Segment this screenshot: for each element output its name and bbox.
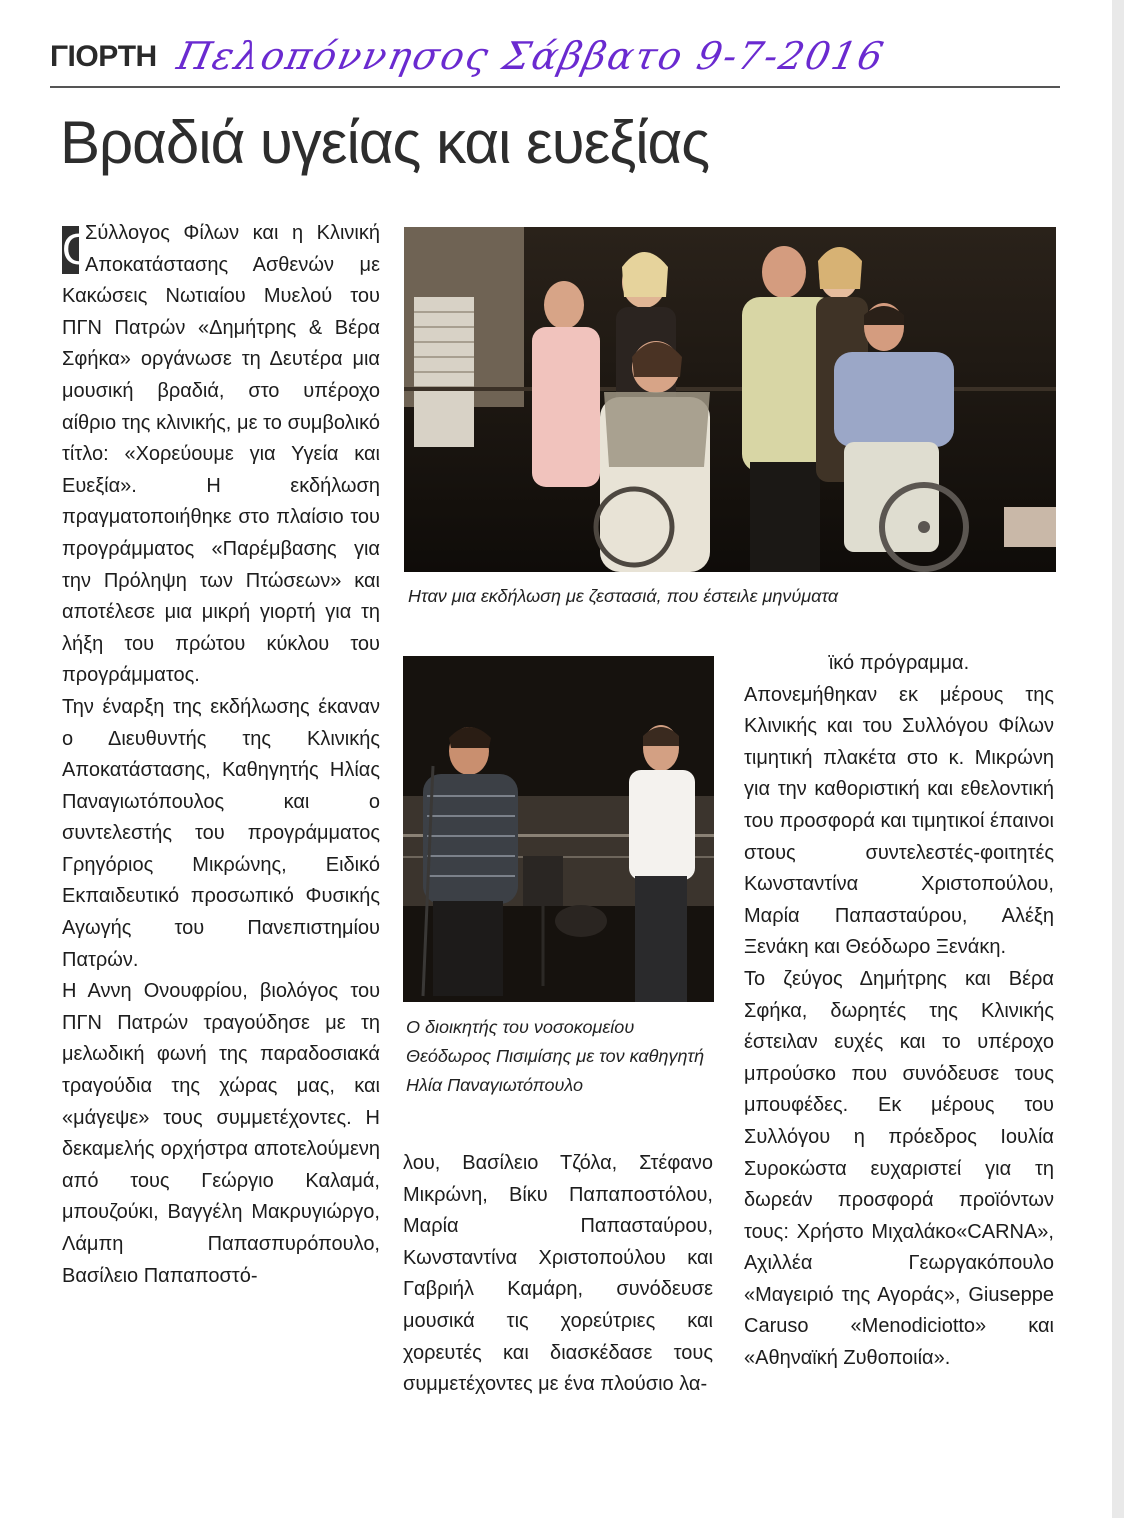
section-tag: ΓΙΟΡΤΗ <box>50 40 157 73</box>
article-column-2 <box>403 1148 713 1401</box>
handwritten-note: Πελοπόννησος Σάββατο 9-7-2016 <box>173 34 890 78</box>
header-rule <box>50 86 1060 88</box>
headline: Βραδιά υγείας και ευεξίας <box>60 109 710 176</box>
photo-speakers <box>403 656 714 1002</box>
paragraph-7: Το ζεύγος Δημήτρης και Βέρα Σφήκα, δωρητές της Κλινικής έστειλαν ευχές και το υπέροχο μπρούσκο που συνόδευσε τους μπουφέδες. Εκ μέρους του Συλλόγου η πρόεδρος Ιουλία Συροκώστα ευχαριστεί για τη δωρεάν προσφορά προϊόντων τους: Χρήστο Μιχαλάκο«CARNA», Αχιλλέα Γεωργακόπουλο «Μαγειριό της Αγοράς», Giuseppe Caruso «Menodiciotto» και «Αθηναϊκή Ζυθοποιία». <box>744 967 1054 1370</box>
drop-cap: Ο <box>62 225 97 274</box>
paragraph-6: Απονεμήθηκαν εκ μέρους της Κλινικής και του Συλλόγου Φίλων τιμητική πλακέτα στο κ. Μικρώνη για την καθοριστική και εθελοντική του προσφορά και τιμητικοί έπαινοι στους συντελεστές-φοιτητές Κωνσταντίνα Χριστοπούλου, Μαρία Παπασταύρου, Αλέξη Ξενάκη και Θεόδωρο Ξενάκη. <box>744 683 1054 959</box>
page-edge <box>1112 0 1124 1518</box>
article-column-3 <box>744 648 1054 1375</box>
photo1-caption: Ηταν μια εκδήλωση με ζεστασιά, που έστειλε μηνύματα <box>408 586 839 606</box>
group-photo-image <box>404 227 1056 572</box>
paragraph-4: λου, Βασίλειο Τζόλα, Στέφανο Μικρώνη, Βίκυ Παπαποστόλου, Μαρία Παπασταύρου, Κωνσταντίνα Χριστοπούλου και Γαβριήλ Καμάρη, συνόδευσε μουσικά τις χορεύτριες και χορευτές και διασκέδασε τους συμμετέχοντες με ένα πλούσιο λα- <box>403 1152 713 1396</box>
paragraph-1 <box>62 218 380 692</box>
article-column-1 <box>62 218 380 1292</box>
paragraph-2: Την έναρξη της εκδήλωσης έκαναν ο Διευθυντής της Κλινικής Αποκατάστασης, Καθηγητής Ηλίας Παναγιωτόπουλος και ο συντελεστής του προγράμματος Γρηγόριος Μικρώνης, Ειδικό Εκπαιδευτικό προσωπικό Φυσικής Αγωγής του Πανεπιστημίου Πατρών. <box>62 695 380 971</box>
paragraph-1-text: Σύλλογος Φίλων και η Κλινική Αποκατάστασης Ασθενών με Κακώσεις Νωτιαίου Μυελού του ΠΓΝ Πατρών «Δημήτρης & Βέρα Σφήκα» οργάνωσε τη Δευτέρα μια μουσική βραδιά, στο υπέροχο αίθριο της κλινικής, με το συμβολικό τίτλο: «Χορεύουμε για Υγεία και Ευεξία». Η εκδήλωση πραγματοποιήθηκε στο πλαίσιο του προγράμματος «Παρέμβασης για την Πρόληψη των Πτώσεων» και αποτέλεσε μια μικρή γιορτή για τη λήξη του πρώτου κύκλου του προγράμματος. <box>62 222 380 687</box>
paragraph-5: ϊκό πρόγραμμα. <box>828 652 970 674</box>
photo2-caption: Ο διοικητής του νοσοκομείου Θεόδωρος Πισιμίσης με τον καθηγητή Ηλία Παναγιωτόπουλο <box>406 1017 705 1095</box>
paragraph-3: Η Αννη Ονουφρίου, βιολόγος του ΠΓΝ Πατρών τραγούδησε με τη μελωδική φωνή της παραδοσιακά τραγούδια της χώρας μας, και «μάγεψε» τους συμμετέχοντες. Η δεκαμελής ορχήστρα αποτελούμενη από τους Γεώργιο Καλαμά, μπουζούκι, Βαγγέλη Μακρυγιώργο, Λάμπη Παπασπυρόπουλο, Βασίλειο Παπαποστό- <box>62 980 380 1287</box>
photo-group <box>404 227 1056 572</box>
speakers-photo-image <box>403 656 714 1002</box>
